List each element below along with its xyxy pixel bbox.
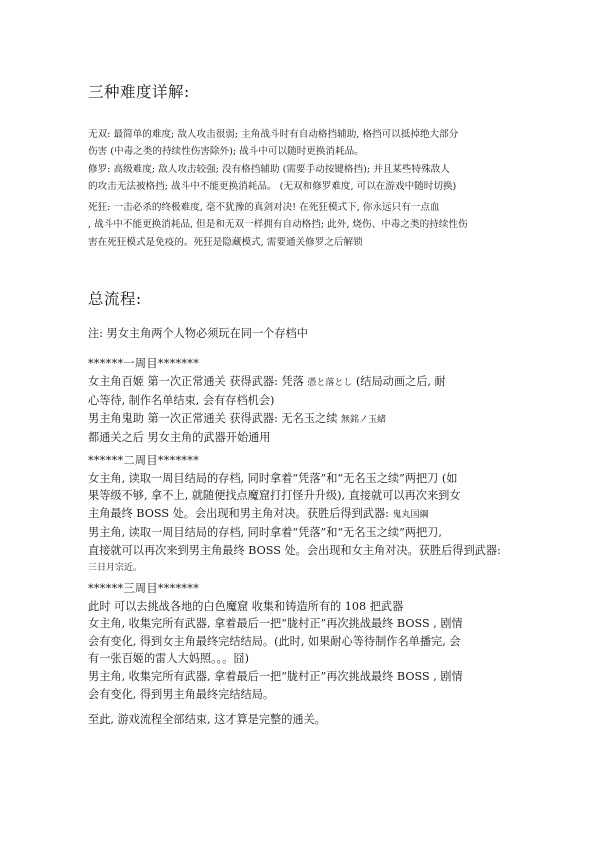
difficulty-heading: 三种难度详解: [88, 83, 190, 101]
difficulty-descriptions [88, 126, 516, 196]
round-3-line-2: 女主角, 收集完所有武器, 拿着最后一把“胧村正”再次挑战最终 BOSS , 剧情 [88, 617, 463, 631]
xiuluo-line-2: 的攻击无法被格挡; 战斗中不能更换消耗品。 (无双和修罗难度, 可以在游戏中随时切换) [88, 181, 457, 193]
conclusion-text: 至此, 游戏流程全部结束, 这才算是完整的通关。 [88, 713, 326, 726]
round-3-section [88, 580, 520, 703]
round-3-line-5: 男主角, 收集完所有武器, 拿着最后一把“胧村正”再次挑战最终 BOSS , 剧情 [88, 669, 463, 683]
flow-heading: 总流程: [88, 290, 142, 308]
round-3-line-1: 此时 可以去挑战各地的白色魔窟 收集和铸造所有的 108 把武器 [88, 599, 404, 613]
round-1-section [88, 355, 520, 447]
round-3-line-6: 会有变化, 得到男主角最终完结结局。 [88, 687, 275, 701]
round-2-section [88, 452, 520, 577]
round-2-line-6: 三日月宗近。 [88, 562, 143, 573]
round-1-line-3 [88, 410, 520, 430]
round-3-title: ******三周目******* [88, 582, 200, 595]
sikuang-line-2: , 战斗中不能更换消耗品, 但是和无双一样拥有自动格挡; 此外, 烧伤、中毒之类的持续性伤 [88, 219, 468, 231]
round-2-line-1: 女主角, 读取一周目结局的存档, 同时拿着“凭落”和“无名玉之续”两把刀 (如 [88, 471, 458, 485]
weapon-name-jp-2: 無銘ノ玉緒 [340, 414, 386, 425]
round-3-line-3: 会有变化, 得到女主角最终完结结局。(此时, 如果耐心等待制作名单播完, 会 [88, 634, 461, 648]
round-2-title: ******二周目******* [88, 454, 200, 467]
round-2-line-3 [88, 505, 520, 525]
round-1-title: ******一周目******* [88, 357, 200, 370]
sikuang-description [88, 199, 516, 251]
note-text: 注: 男女主角两个人物必须玩在同一个存档中 [88, 327, 308, 340]
round-3-line-4: 有一张百姬的雷人大妈照。。。囧) [88, 652, 249, 666]
weapon-name-jp-3: 鬼丸国綱 [392, 509, 429, 520]
sikuang-line-1: 死狂: 一击必杀的终极难度, 毫不犹豫的真剑对决! 在死狂模式下, 你永远只有一点血 [88, 202, 440, 213]
round-1-line-1-rest: (结局动画之后, 耐 [352, 374, 446, 388]
round-1-line-3-main: 男主角鬼助 第一次正常通关 获得武器: 无名玉之续 [88, 411, 341, 425]
flow-note [88, 325, 520, 343]
round-1-line-4: 都通关之后 男女主角的武器开始通用 [88, 431, 271, 445]
round-2-line-5: 直接就可以再次来到男主角最终 BOSS 处。会出现和女主角对决。获胜后得到武器: [88, 543, 501, 557]
round-2-line-4: 男主角, 读取一周目结局的存档, 同时拿着“凭落”和“无名玉之续”两把刀, [88, 526, 442, 540]
wushuang-line-1: 无双: 最简单的难度; 敌人攻击很弱; 主角战斗时有自动格挡辅助, 格挡可以抵掉绝大部分 [88, 129, 459, 140]
wushuang-line-2: 伤害 (中毒之类的持续性伤害除外); 战斗中可以随时更换消耗品。 [88, 146, 364, 158]
round-1-line-1 [88, 373, 520, 393]
weapon-name-jp-1: 憑と落とし [307, 377, 353, 388]
conclusion [88, 711, 520, 729]
xiuluo-line-1: 修罗: 高级难度; 敌人攻击较强; 没有格挡辅助 (需要手动按键格挡); 并且某些特殊敌人 [88, 163, 450, 175]
sikuang-line-3: 害在死狂模式是免疫的。死狂是隐藏模式, 需要通关修罗之后解锁 [88, 236, 363, 248]
round-1-line-1-main: 女主角百姬 第一次正常通关 获得武器: 凭落 [88, 374, 308, 388]
round-1-line-2: 心等待, 制作名单结束, 会有存档机会) [88, 394, 275, 408]
round-2-line-2: 果等级不够, 拿不上, 就随便找点魔窟打打怪升升级), 直接就可以再次来到女 [88, 489, 461, 503]
round-2-line-3-main: 主角最终 BOSS 处。会出现和男主角对决。获胜后得到武器: [88, 506, 393, 520]
